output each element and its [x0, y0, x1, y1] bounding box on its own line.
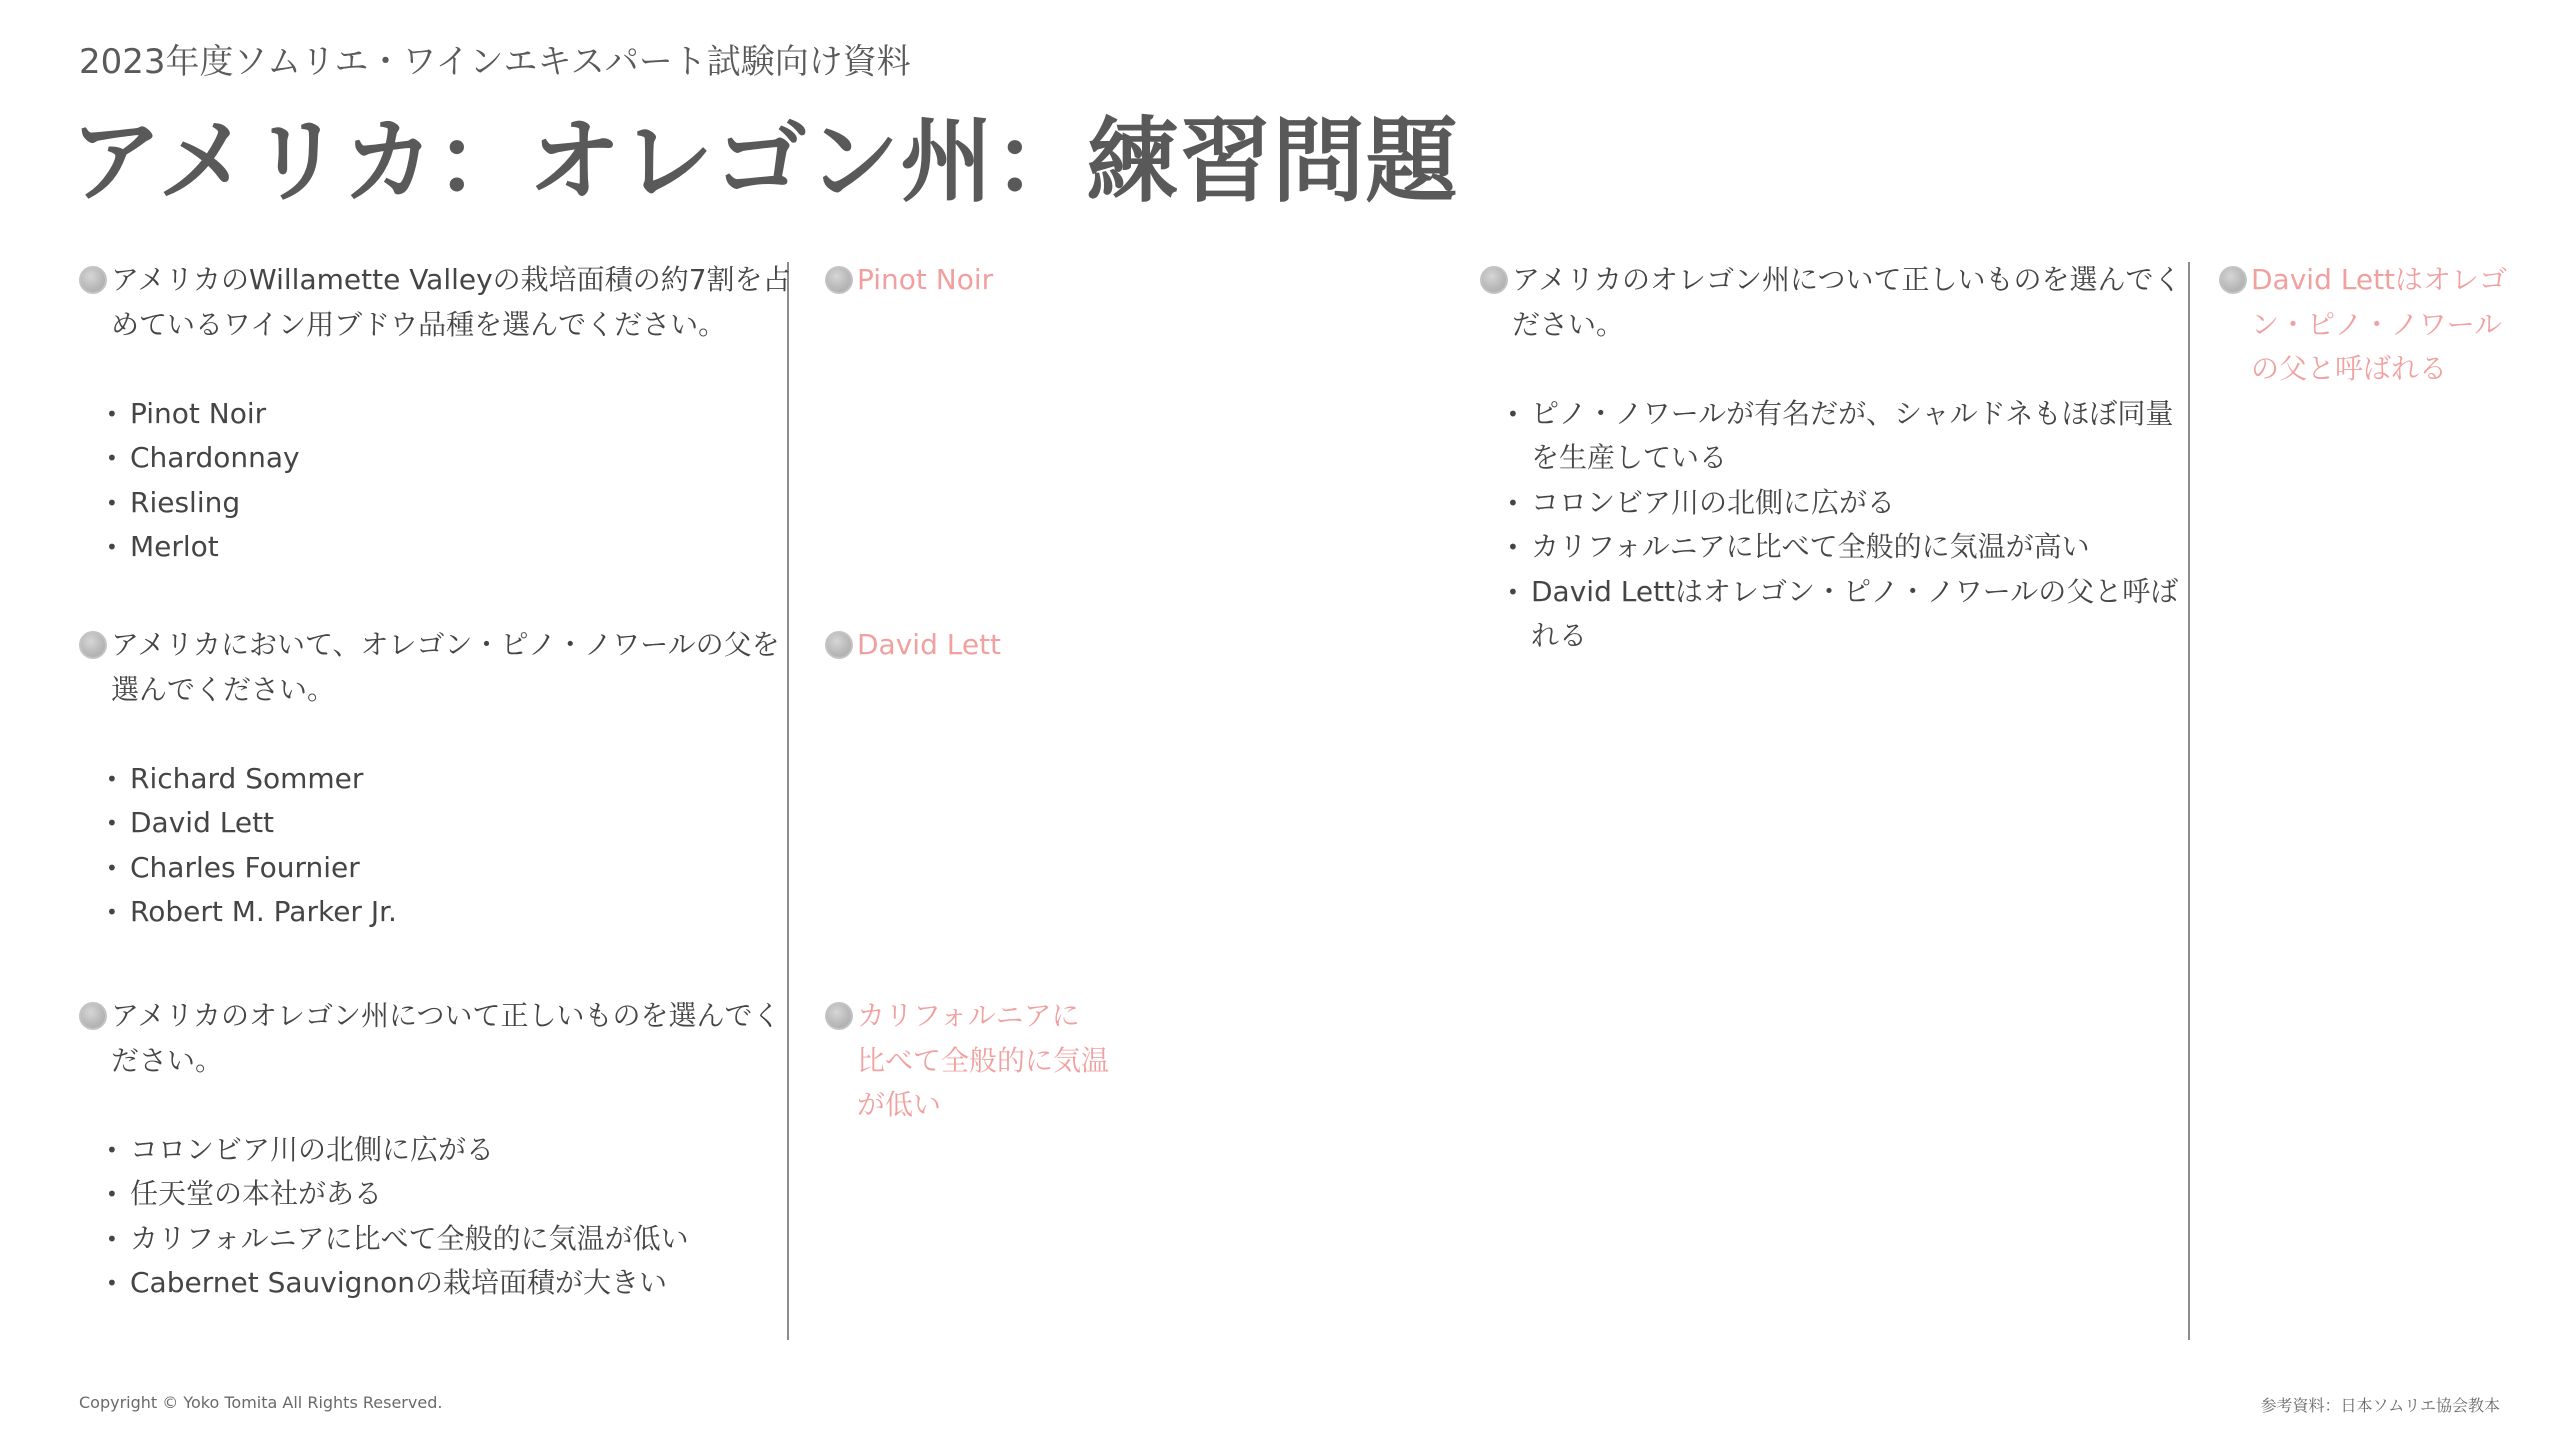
option-item: • David Lettはオレゴン・ピノ・ノワールの父と呼ば れる: [1507, 570, 2181, 659]
question-bullet-icon: [1480, 266, 1508, 294]
page-subtitle: 2023年度ソムリエ・ワインエキスパート試験向け資料: [79, 42, 911, 82]
option-item: • Cabernet Sauvignonの栽培面積が大きい: [106, 1261, 780, 1306]
answer-bullet-icon: [825, 631, 853, 659]
option-item: • Chardonnay: [106, 436, 791, 481]
answer-2: David Lett: [825, 623, 1001, 668]
question-3-text: アメリカのオレゴン州について正しいものを選んでく ださい。: [79, 994, 780, 1083]
answer-3: カリフォルニアに 比べて全般的に気温 が低い: [825, 994, 1109, 1128]
question-3-options: [79, 1128, 780, 1306]
question-4-options: [1480, 392, 2181, 659]
option-item: • Pinot Noir: [106, 392, 791, 437]
option-item: • Merlot: [106, 525, 791, 570]
column-divider-right: [2188, 262, 2190, 1340]
option-item: • コロンビア川の北側に広がる: [106, 1128, 780, 1173]
option-item: • David Lett: [106, 801, 780, 846]
question-4: [1480, 258, 2181, 659]
question-bullet-icon: [79, 1002, 107, 1030]
question-1-text: アメリカのWillamette Valleyの栽培面積の約7割を占 めているワイン用ブドウ品種を選んでください。: [79, 258, 791, 347]
answer-bullet-icon: [825, 266, 853, 294]
question-bullet-icon: [79, 266, 107, 294]
option-item: • カリフォルニアに比べて全般的に気温が高い: [1507, 525, 2181, 570]
footer-copyright: Copyright © Yoko Tomita All Rights Reserved.: [79, 1393, 443, 1412]
question-4-text: アメリカのオレゴン州について正しいものを選んでく ださい。: [1480, 258, 2181, 347]
answer-4: David Lettはオレゴ ン・ピノ・ノワール の父と呼ばれる: [2219, 258, 2507, 392]
option-item: • Richard Sommer: [106, 757, 780, 802]
question-1: [79, 258, 791, 570]
footer-reference: 参考資料：日本ソムリエ協会教本: [2260, 1396, 2500, 1415]
question-2: [79, 623, 780, 935]
option-item: • カリフォルニアに比べて全般的に気温が低い: [106, 1217, 780, 1262]
question-3: [79, 994, 780, 1306]
answer-bullet-icon: [825, 1002, 853, 1030]
option-item: • コロンビア川の北側に広がる: [1507, 481, 2181, 526]
option-item: • 任天堂の本社がある: [106, 1172, 780, 1217]
question-bullet-icon: [79, 631, 107, 659]
question-2-text: アメリカにおいて、オレゴン・ピノ・ノワールの父を 選んでください。: [79, 623, 780, 712]
option-item: • Robert M. Parker Jr.: [106, 890, 780, 935]
option-item: • Charles Fournier: [106, 846, 780, 891]
question-2-options: [79, 757, 780, 935]
answer-bullet-icon: [2219, 266, 2247, 294]
answer-1: Pinot Noir: [825, 258, 993, 303]
option-item: • ピノ・ノワールが有名だが、シャルドネもほぼ同量 を生産している: [1507, 392, 2181, 481]
option-item: • Riesling: [106, 481, 791, 526]
question-1-options: [79, 392, 791, 570]
page-title: アメリカ：オレゴン州：練習問題: [70, 108, 1459, 215]
